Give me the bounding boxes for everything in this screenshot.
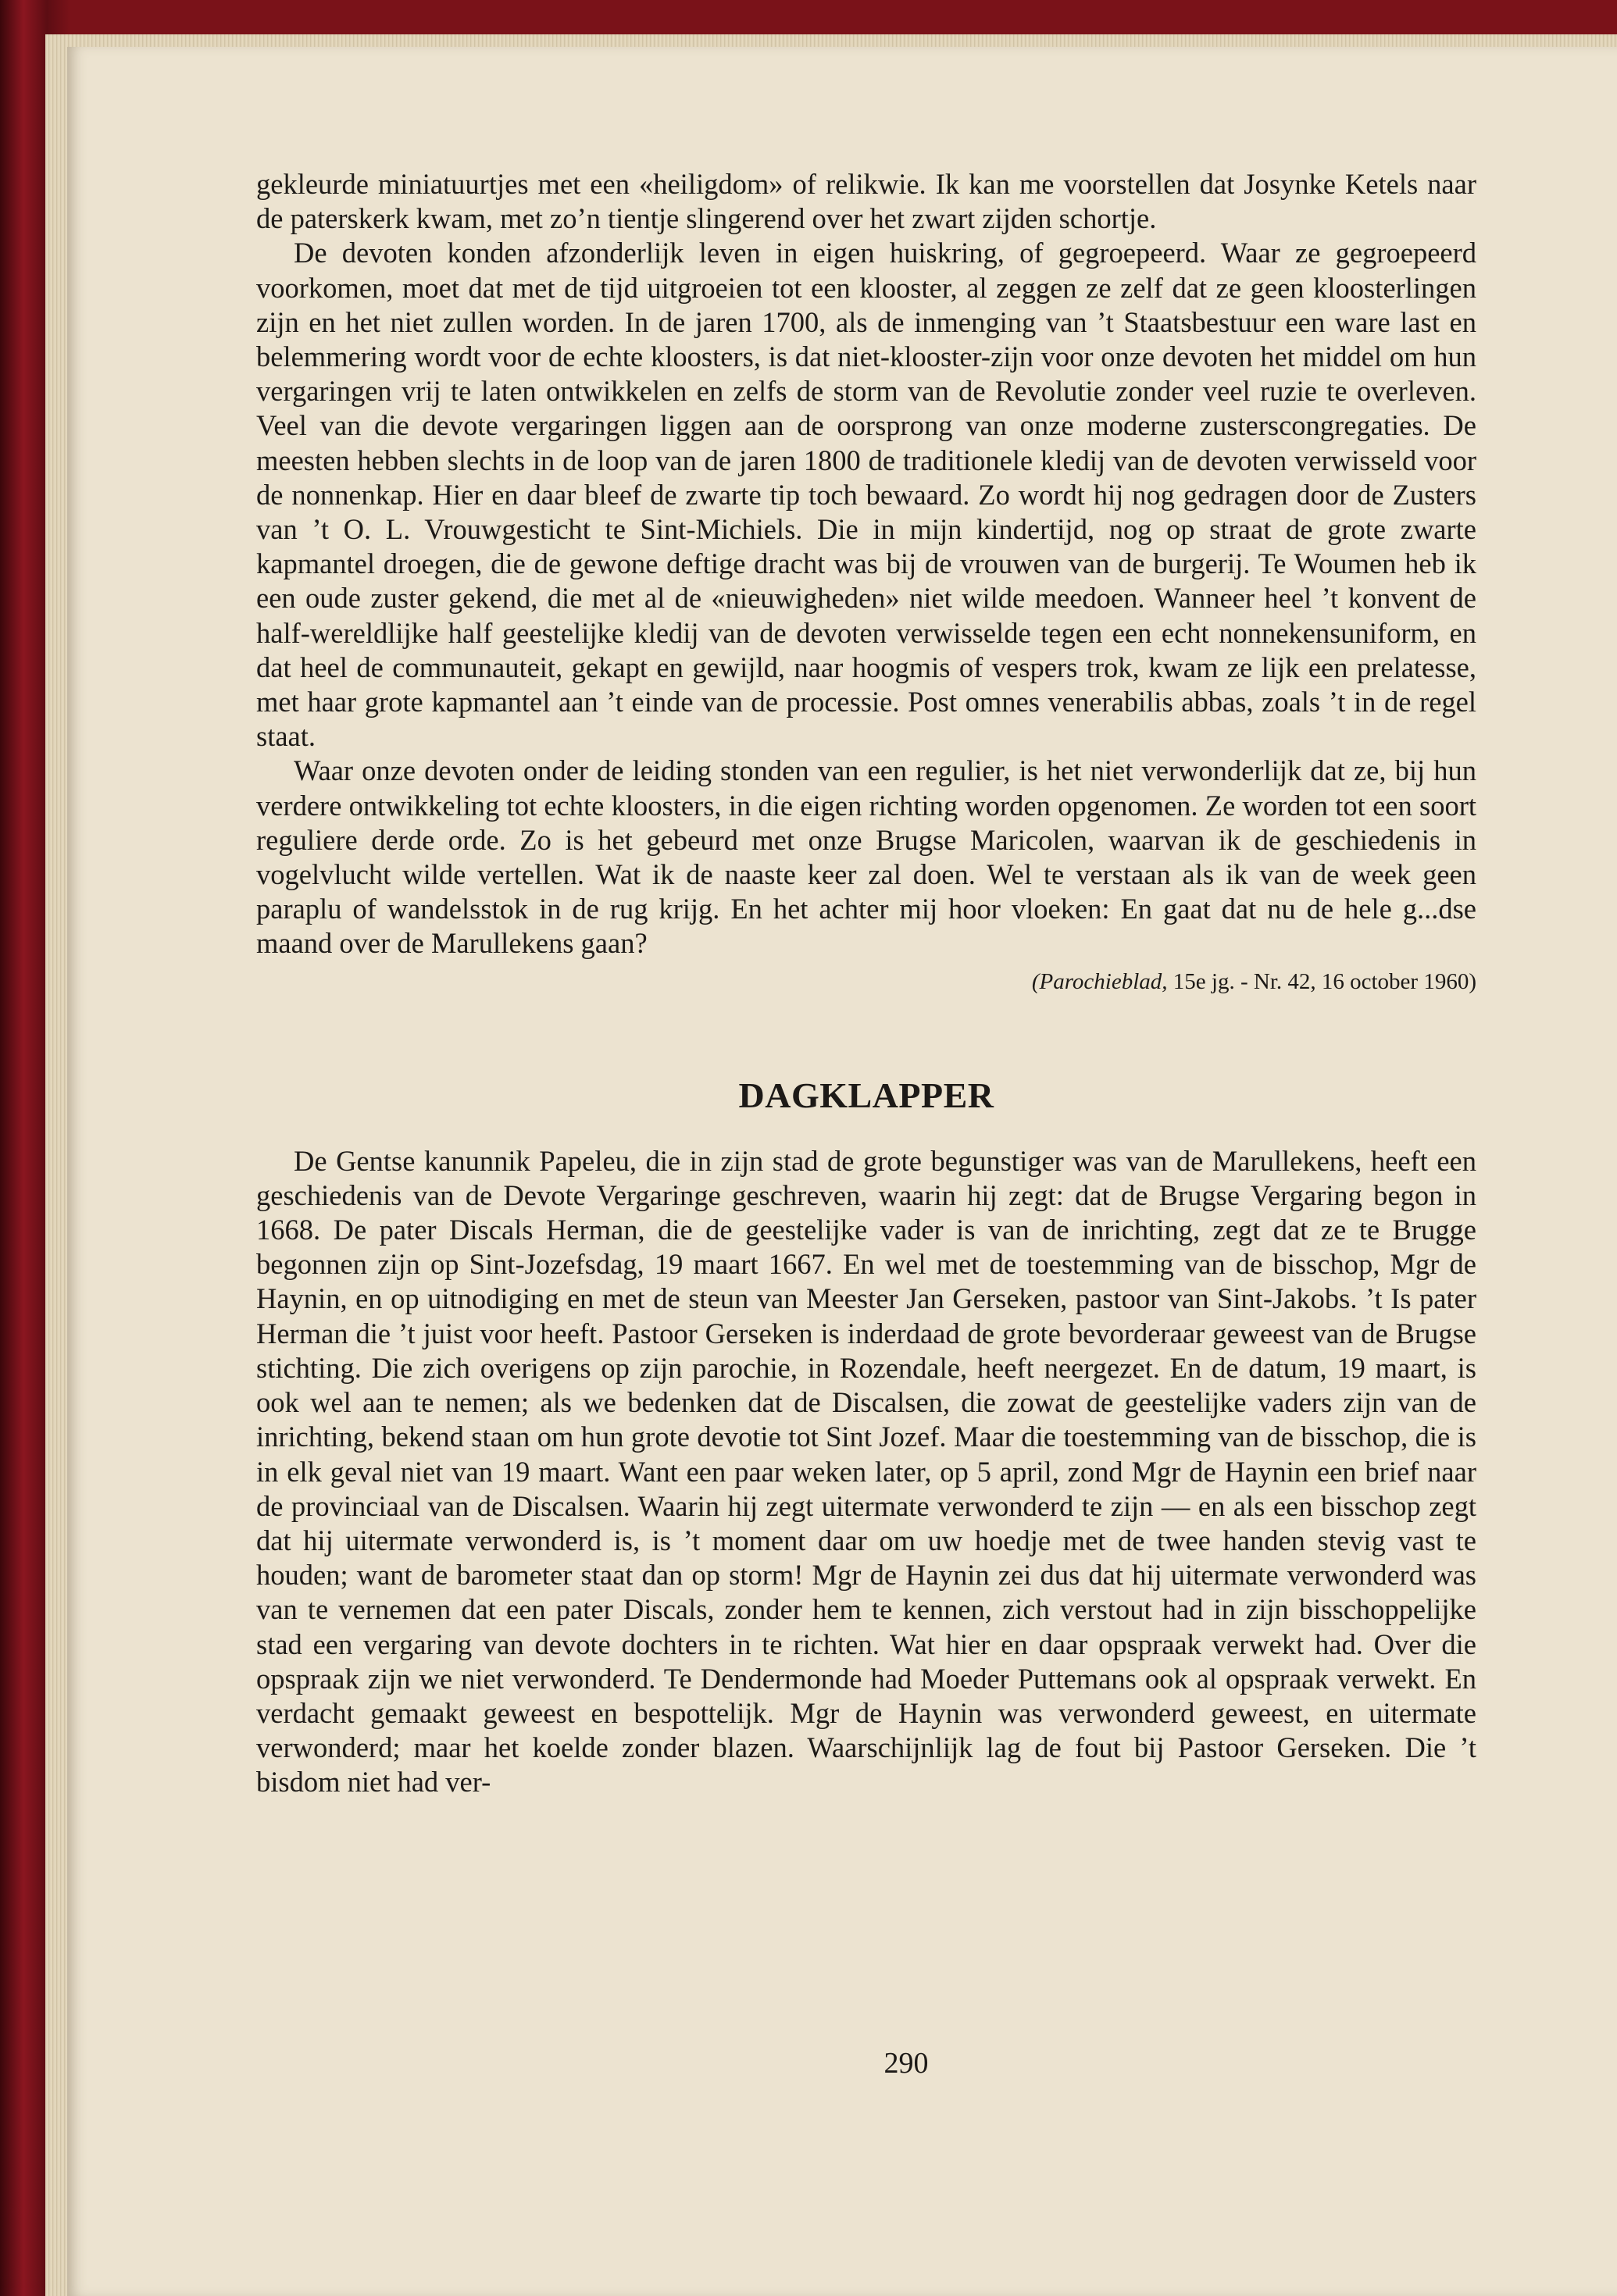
- citation-source: (Parochieblad,: [1031, 968, 1168, 994]
- paragraph: De devoten konden afzonderlijk leven in eigen huiskring, of gegroepeerd. Waar ze gegroepeerd voorkomen, moet dat met de tijd uitgroeien tot een klooster, al zeggen ze zelf dat ze geen kloosterlingen zijn en het niet zullen worden. In de jaren 1700, als de inmenging van ’t Staatsbestuur een ware last en belemmering wordt voor de echte kloosters, is dat niet-klooster-zijn voor onze devoten het middel om hun vergaringen vrij te laten ontwikkelen en zelfs de storm van de Revolutie zonder veel ruzie te overleven. Veel van die devote vergaringen liggen aan de oorsprong van onze moderne zusterscongregaties. De meesten hebben slechts in de loop van de jaren 1800 de traditionele kledij van de devoten verwisseld voor de nonnenkap. Hier en daar bleef de zwarte tip toch bewaard. Zo wordt hij nog gedragen door de Zusters van ’t O. L. Vrouwgesticht te Sint-Michiels. Die in mijn kindertijd, nog op straat de grote zwarte kapmantel droegen, die de gewone deftige dracht was bij de vrouwen van de burgerij. Te Woumen heb ik een oude zuster gekend, die met al de «nieuwigheden» niet wilde meedoen. Wanneer heel ’t konvent de half-wereldlijke half geestelijke kledij van de devoten verwisselde tegen een echt nonnekensuniform, en dat heel de communauteit, gekapt en gewijld, naar hoogmis of vespers trok, kwam ze lijk een prelatesse, met haar grote kapmantel aan ’t einde van de processie. Post omnes venerabilis abbas, zoals ’t in de regel staat.: [256, 237, 1476, 753]
- paragraph: Waar onze devoten onder de leiding stonden van een regulier, is het niet verwonderlijk dat ze, bij hun verdere ontwikkeling tot echte kloosters, in die eigen richting worden opgenomen. Ze worden tot een soort reguliere derde orde. Zo is het gebeurd met onze Brugse Maricolen, waarvan ik de geschiedenis in vogelvlucht wilde vertellen. Wat ik de naaste keer zal doen. Wel te verstaan als ik van de week geen paraplu of wandelsstok in de rug krijg. En het achter mij hoor vloeken: En gaat dat nu de hele g...dse maand over de Marullekens gaan?: [256, 754, 1476, 960]
- section-heading: DAGKLAPPER: [738, 1075, 994, 1115]
- citation: [256, 964, 1476, 999]
- page-number: 290: [883, 2047, 929, 2080]
- citation-details: 15e jg. - Nr. 42, 16 october 1960): [1167, 968, 1476, 994]
- paragraph: gekleurde miniatuurtjes met een «heiligdom» of relikwie. Ik kan me voorstellen dat Josynke Ketels naar de paterskerk kwam, met zo’n tientje slingerend over het zwart zijden schortje.: [256, 168, 1476, 235]
- paragraph: De Gentse kanunnik Papeleu, die in zijn stad de grote begunstiger was van de Marullekens, heeft een geschiedenis van de Devote Vergaringe geschreven, waarin hij zegt: dat de Brugse Vergaring begon in 1668. De pater Discals Herman, die de geestelijke vader is van de inrichting, zegt dat ze te Brugge begonnen zijn op Sint-Jozefsdag, 19 maart 1667. En wel met de toestemming van de bisschop, Mgr de Haynin, en op uitnodiging en met de steun van Meester Jan Gerseken, pastoor van Sint-Jakobs. ’t Is pater Herman die ’t juist voor heeft. Pastoor Gerseken is inderdaad de grote bevorderaar geweest van de Brugse stichting. Die zich overigens op zijn parochie, in Rozendale, heeft neergezet. En de datum, 19 maart, is ook wel aan te nemen; als we bedenken dat de Discalsen, die zowat de geestelijke vaders zijn van de inrichting, bekend staan om hun grote devotie tot Sint Jozef. Maar die toestemming van de bisschop, die is in elk geval niet van 19 maart. Want een paar weken later, op 5 april, zond Mgr de Haynin een brief naar de provinciaal van de Discalsen. Waarin hij zegt uitermate verwonderd te zijn — en als een bisschop zegt dat hij uitermate verwonderd is, is ’t moment daar om uw hoedje met de twee handen stevig vast te houden; want de barometer staat dan op storm! Mgr de Haynin zei dus dat hij uitermate verwonderd was van te vernemen dat een pater Discals, zonder hem te kennen, zich verstout had in zijn bisschoppelijke stad een vergaring van devote dochters in te richten. Wat hier en daar opspraak verwekt had. Over die opspraak zijn we niet verwonderd. Te Dendermonde had Moeder Puttemans ook al opspraak verwekt. En verdacht gemaakt geweest en bespottelijk. Mgr de Haynin was verwonderd geweest, en uitermate verwonderd; maar het koelde zonder blazen. Waarschijnlijk lag de fout bij Pastoor Gerseken. Die ’t bisdom niet had ver-: [256, 1144, 1476, 1799]
- text-block: [256, 167, 1476, 1800]
